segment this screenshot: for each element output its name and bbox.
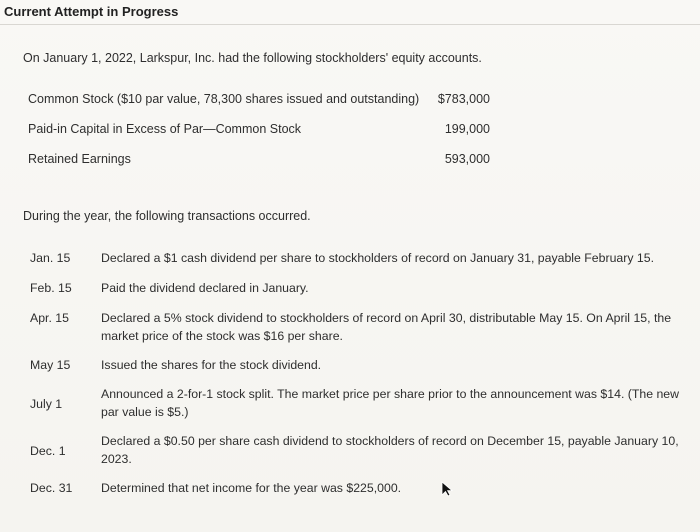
transaction-description: Determined that net income for the year was $225,000. — [101, 481, 402, 495]
equity-row-paid-in-capital — [28, 120, 494, 150]
equity-label: Retained Earnings — [28, 152, 131, 166]
transaction-description: Announced a 2-for-1 stock split. The market price per share prior to the announcement was $14. (The new par value is $5.) — [101, 387, 680, 419]
mouse-cursor-icon — [439, 481, 455, 497]
transaction-description: Issued the shares for the stock dividend. — [101, 358, 322, 372]
attempt-status-title: Current Attempt in Progress — [4, 4, 179, 19]
equity-accounts-table — [28, 90, 494, 180]
transaction-description: Declared a $1 cash dividend per share to stockholders of record on January 31, payable February 15. — [101, 251, 654, 265]
transaction-date: Dec. 31 — [30, 481, 73, 495]
transaction-date: Dec. 1 — [30, 444, 66, 458]
equity-label: Common Stock ($10 par value, 78,300 shares issued and outstanding) — [28, 92, 420, 106]
equity-row-common-stock — [28, 90, 494, 120]
transaction-date: Apr. 15 — [30, 311, 69, 325]
transaction-description: Declared a 5% stock dividend to stockholders of record on April 30, distributable May 15. On April 15, the market price of the stock was $16 per share. — [101, 311, 672, 343]
problem-intro: On January 1, 2022, Larkspur, Inc. had the following stockholders' equity accounts. — [23, 51, 482, 65]
transaction-date: Feb. 15 — [30, 281, 72, 295]
equity-label: Paid-in Capital in Excess of Par—Common Stock — [28, 122, 302, 136]
equity-amount: 593,000 — [444, 152, 490, 166]
equity-amount: 199,000 — [444, 122, 490, 136]
transactions-intro: During the year, the following transactions occurred. — [23, 209, 311, 223]
header-divider — [0, 24, 700, 25]
equity-row-retained-earnings — [28, 150, 494, 180]
transaction-date: May 15 — [30, 358, 71, 372]
transaction-date: July 1 — [30, 397, 63, 411]
transaction-description: Paid the dividend declared in January. — [101, 281, 309, 295]
equity-amount: $783,000 — [437, 92, 490, 106]
transaction-description: Declared a $0.50 per share cash dividend to stockholders of record on December 15, payable January 10, 2023. — [101, 434, 679, 466]
transaction-date: Jan. 15 — [30, 251, 71, 265]
